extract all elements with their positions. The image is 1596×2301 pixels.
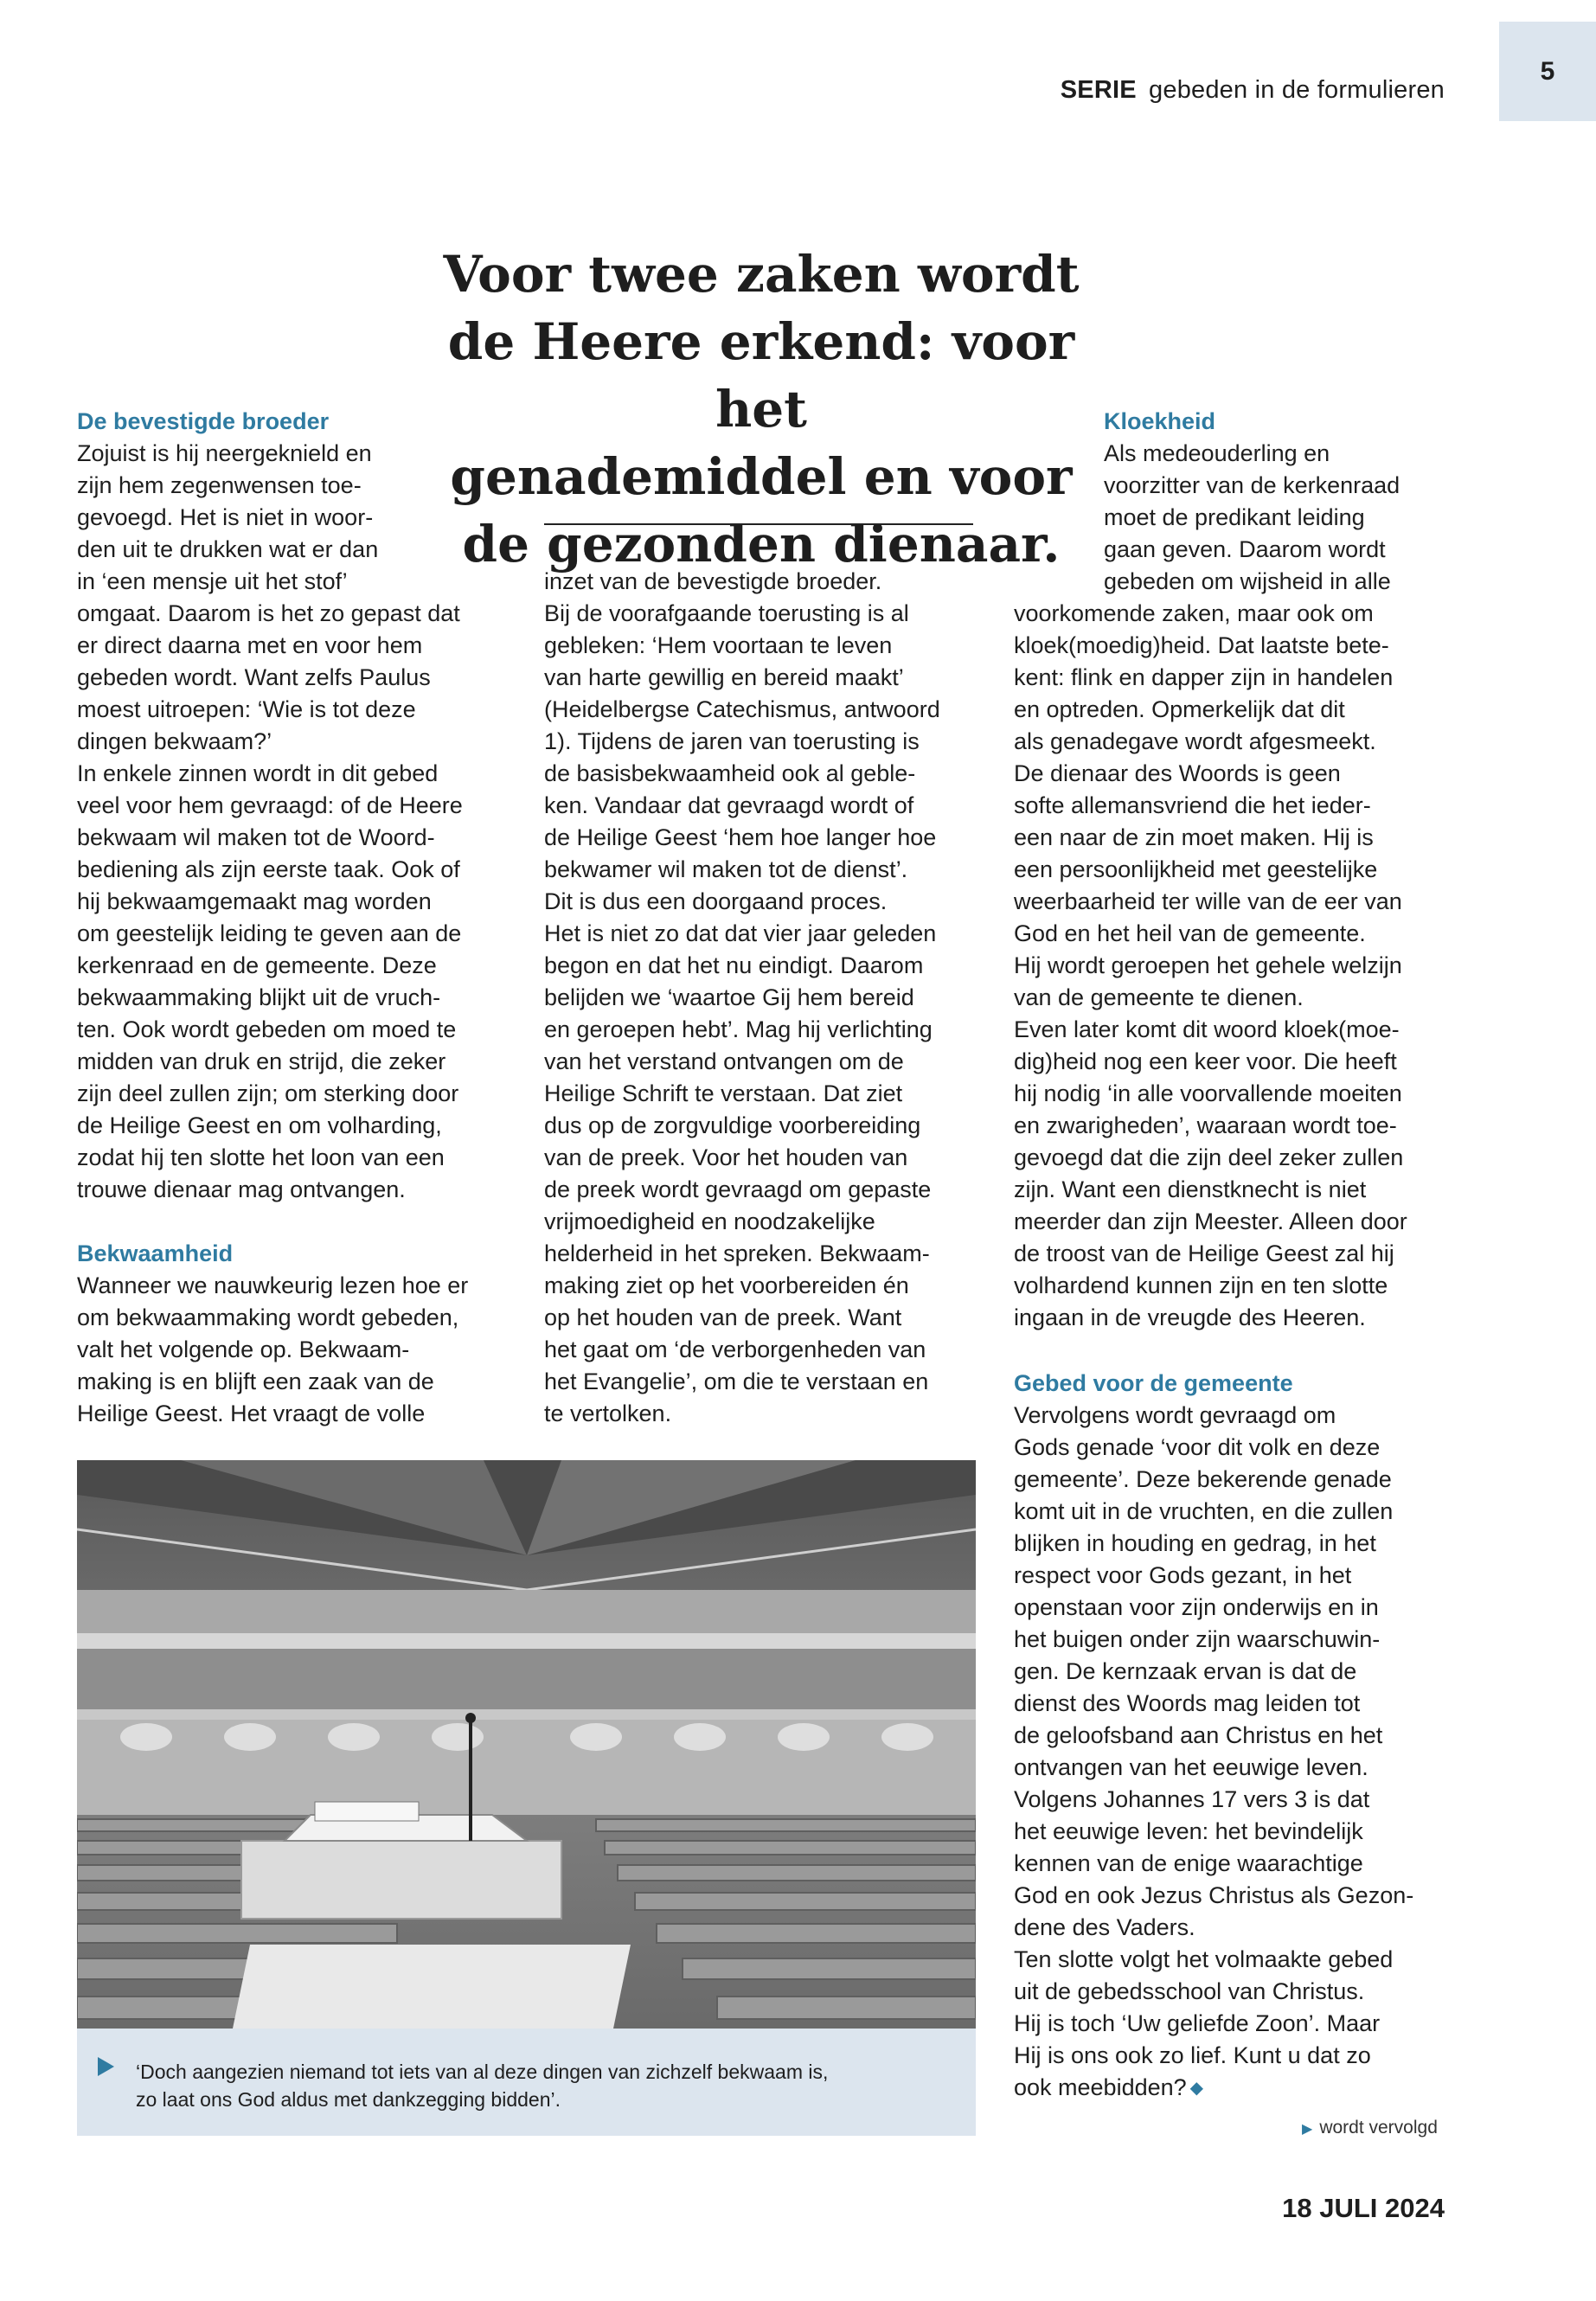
text-line: blijken in houding en gedrag, in het xyxy=(1014,1530,1376,1556)
text-line: Even later komt dit woord kloek(moe- xyxy=(1014,1016,1400,1042)
pull-quote-line: de Heere erkend: voor het xyxy=(447,312,1075,439)
church-interior-photo xyxy=(77,1460,976,2029)
text-line: God en het heil van de gemeente. xyxy=(1014,920,1366,946)
text-line: ingaan in de vreugde des Heeren. xyxy=(1014,1304,1366,1330)
pull-quote xyxy=(415,240,1107,578)
text-line: openstaan voor zijn onderwijs en in xyxy=(1014,1594,1379,1620)
column-1 xyxy=(77,406,501,1430)
section-heading-kloekheid: Kloekheid xyxy=(1104,408,1216,434)
text-line: het eeuwige leven: het bevindelijk xyxy=(1014,1818,1363,1844)
text-line: zijn. Want een dienstknecht is niet xyxy=(1014,1176,1367,1202)
text-line: hij bekwaamgemaakt mag worden xyxy=(77,888,432,914)
end-diamond-icon: ◆ xyxy=(1189,2079,1204,2098)
column-3-final-text: ook meebidden? xyxy=(1014,2074,1187,2100)
text-line: de preek wordt gevraagd om gepaste xyxy=(544,1176,932,1202)
column-1-body xyxy=(77,598,501,1206)
text-line: veel voor hem gevraagd: of de Heere xyxy=(77,792,463,818)
text-line: (Heidelbergse Catechismus, antwoord xyxy=(544,696,940,722)
column-2 xyxy=(544,566,977,1430)
text-line: voorkomende zaken, maar ook om xyxy=(1014,600,1374,626)
text-line: Dit is dus een doorgaand proces. xyxy=(544,888,888,914)
text-line: Heilige Geest. Het vraagt de volle xyxy=(77,1400,426,1426)
text-line: ken. Vandaar dat gevraagd wordt of xyxy=(544,792,914,818)
text-line: In enkele zinnen wordt in dit gebed xyxy=(77,760,439,786)
text-line: Wanneer we nauwkeurig lezen hoe er xyxy=(77,1272,469,1298)
text-line: in ‘een mensje uit het stof’ xyxy=(77,568,348,594)
column-3-gebed xyxy=(1014,1368,1446,2105)
text-line: Bij de voorafgaande toerusting is al xyxy=(544,600,909,626)
text-line: bekwaammaking blijkt uit de vruch- xyxy=(77,984,441,1010)
column-3-body-2 xyxy=(1014,1400,1446,2040)
text-line: midden van druk en strijd, die zeker xyxy=(77,1048,446,1074)
pull-quote-rule xyxy=(544,523,973,525)
column-3-last-line: Hij is ons ook zo lief. Kunt u dat zo xyxy=(1014,2042,1371,2068)
continued-label: wordt vervolgd xyxy=(1319,2118,1438,2138)
text-line: volhardend kunnen zijn en ten slotte xyxy=(1014,1272,1388,1298)
text-line: te vertolken. xyxy=(544,1400,672,1426)
text-line: inzet van de bevestigde broeder. xyxy=(544,568,882,594)
text-line: making ziet op het voorbereiden én xyxy=(544,1272,909,1298)
text-line: de Heilige Geest en om volharding, xyxy=(77,1112,442,1138)
text-line: bediening als zijn eerste taak. Ook of xyxy=(77,856,460,882)
text-line: Hij is toch ‘Uw geliefde Zoon’. Maar xyxy=(1014,2010,1381,2036)
text-line: en optreden. Opmerkelijk dat dit xyxy=(1014,696,1345,722)
text-line: als genadegave wordt afgesmeekt. xyxy=(1014,728,1376,754)
text-line: bekwaam wil maken tot de Woord- xyxy=(77,824,435,850)
text-line: Hij wordt geroepen het gehele welzijn xyxy=(1014,952,1402,978)
text-line: de troost van de Heilige Geest zal hij xyxy=(1014,1240,1394,1266)
text-line: bekwamer wil maken tot de dienst’. xyxy=(544,856,908,882)
text-line: van de preek. Voor het houden van xyxy=(544,1144,908,1170)
text-line: 1). Tijdens de jaren van toerusting is xyxy=(544,728,920,754)
text-line: het gaat om ‘de verborgenheden van xyxy=(544,1336,926,1362)
text-line: van het verstand ontvangen om de xyxy=(544,1048,904,1074)
text-line: Heilige Schrift te verstaan. Dat ziet xyxy=(544,1080,903,1106)
text-line: er direct daarna met en voor hem xyxy=(77,632,423,658)
text-line: van de gemeente te dienen. xyxy=(1014,984,1304,1010)
series-label: SERIE xyxy=(1060,76,1137,104)
text-line: gevoegd. Het is niet in woor- xyxy=(77,504,374,530)
text-line: zijn hem zegenwensen toe- xyxy=(77,472,362,498)
text-line: en zwarigheden’, waaraan wordt toe- xyxy=(1014,1112,1397,1138)
church-interior-illustration xyxy=(77,1460,976,2029)
caption-line: ‘Doch aangezien niemand tot iets van al deze dingen van zichzelf bekwaam is, xyxy=(136,2061,829,2083)
text-line: den uit te drukken wat er dan xyxy=(77,536,379,562)
text-line: gemeente’. Deze bekerende genade xyxy=(1014,1466,1392,1492)
text-line: een naar de zin moet maken. Hij is xyxy=(1014,824,1374,850)
text-line: valt het volgende op. Bekwaam- xyxy=(77,1336,410,1362)
text-line: God en ook Jezus Christus als Gezon- xyxy=(1014,1882,1414,1908)
column-2-body xyxy=(544,566,977,1430)
text-line: zodat hij ten slotte het loon van een xyxy=(77,1144,445,1170)
text-line: om geestelijk leiding te geven aan de xyxy=(77,920,462,946)
text-line: het buigen onder zijn waarschuwin- xyxy=(1014,1626,1381,1652)
column-3-final-line xyxy=(1014,2072,1446,2105)
text-line: het Evangelie’, om die te verstaan en xyxy=(544,1368,929,1394)
text-line: dig)heid nog een keer voor. Die heeft xyxy=(1014,1048,1397,1074)
text-line: van harte gewillig en bereid maakt’ xyxy=(544,664,904,690)
text-line: komt uit in de vruchten, en die zullen xyxy=(1014,1498,1394,1524)
column-3 xyxy=(1014,406,1446,1334)
photo-caption xyxy=(77,2029,976,2136)
continued-arrow-icon: ▶ xyxy=(1302,2122,1313,2137)
text-line: gaan geven. Daarom wordt xyxy=(1104,536,1386,562)
text-line: moest uitroepen: ‘Wie is tot deze xyxy=(77,696,416,722)
text-line: kennen van de enige waarachtige xyxy=(1014,1850,1363,1876)
text-line: kent: flink en dapper zijn in handelen xyxy=(1014,664,1394,690)
text-line: de basisbekwaamheid ook al geble- xyxy=(544,760,916,786)
text-line: moet de predikant leiding xyxy=(1104,504,1365,530)
text-line: Volgens Johannes 17 vers 3 is dat xyxy=(1014,1786,1370,1812)
section-heading-gebed-voor-de-gemeente: Gebed voor de gemeente xyxy=(1014,1370,1293,1396)
text-line: gebeden om wijsheid in alle xyxy=(1104,568,1391,594)
text-line: making is en blijft een zaak van de xyxy=(77,1368,434,1394)
section-heading-bevestigde-broeder: De bevestigde broeder xyxy=(77,408,330,434)
text-line: begon en dat het nu eindigt. Daarom xyxy=(544,952,924,978)
text-line: hij nodig ‘in alle voorvallende moeiten xyxy=(1014,1080,1402,1106)
text-line: Gods genade ‘voor dit volk en deze xyxy=(1014,1434,1381,1460)
issue-date: 18 JULI 2024 xyxy=(1282,2193,1445,2223)
text-line: Als medeouderling en xyxy=(1104,440,1330,466)
text-line: Zojuist is hij neergeknield en xyxy=(77,440,372,466)
text-line: De dienaar des Woords is geen xyxy=(1014,760,1341,786)
text-line: voorzitter van de kerkenraad xyxy=(1104,472,1401,498)
text-line: de geloofsband aan Christus en het xyxy=(1014,1722,1383,1748)
text-line: Ten slotte volgt het volmaakte gebed xyxy=(1014,1946,1394,1972)
text-line: helderheid in het spreken. Bekwaam- xyxy=(544,1240,930,1266)
series-title: gebeden in de formulieren xyxy=(1149,76,1445,104)
text-line: softe allemansvriend die het ieder- xyxy=(1014,792,1371,818)
text-line: dene des Vaders. xyxy=(1014,1914,1195,1940)
text-line: dus op de zorgvuldige voorbereiding xyxy=(544,1112,921,1138)
text-line: meerder dan zijn Meester. Alleen door xyxy=(1014,1208,1407,1234)
text-line: gebleken: ‘Hem voortaan te leven xyxy=(544,632,893,658)
text-line: zijn deel zullen zijn; om sterking door xyxy=(77,1080,459,1106)
pull-quote-line: genademiddel en voor xyxy=(450,447,1073,506)
text-line: kloek(moedig)heid. Dat laatste bete- xyxy=(1014,632,1389,658)
text-line: omgaat. Daarom is het zo gepast dat xyxy=(77,600,460,626)
text-line: ten. Ook wordt gebeden om moed te xyxy=(77,1016,457,1042)
text-line: ontvangen van het eeuwige leven. xyxy=(1014,1754,1368,1780)
column-1-intro xyxy=(77,438,501,598)
text-line: de Heilige Geest ‘hem hoe langer hoe xyxy=(544,824,937,850)
page-number-tab xyxy=(1499,22,1596,121)
section-heading-bekwaamheid: Bekwaamheid xyxy=(77,1240,234,1266)
text-line: Het is niet zo dat dat vier jaar geleden xyxy=(544,920,937,946)
text-line: vrijmoedigheid en noodzakelijke xyxy=(544,1208,875,1234)
column-1-body-2 xyxy=(77,1270,501,1430)
running-header xyxy=(1061,76,1445,105)
page-number: 5 xyxy=(1540,56,1555,86)
text-line: respect voor Gods gezant, in het xyxy=(1014,1562,1352,1588)
column-3-intro xyxy=(1014,438,1446,598)
text-line: Vervolgens wordt gevraagd om xyxy=(1014,1402,1336,1428)
text-line: gebeden wordt. Want zelfs Paulus xyxy=(77,664,431,690)
text-line: dingen bekwaam?’ xyxy=(77,728,272,754)
text-line: op het houden van de preek. Want xyxy=(544,1304,902,1330)
caption-arrow-icon xyxy=(98,2057,114,2076)
pull-quote-line: de gezonden dienaar. xyxy=(462,515,1061,574)
text-line: gevoegd dat die zijn deel zeker zullen xyxy=(1014,1144,1404,1170)
caption-line: zo laat ons God aldus met dankzegging bidden’. xyxy=(136,2088,561,2111)
text-line: dienst des Woords mag leiden tot xyxy=(1014,1690,1361,1716)
text-line: om bekwaammaking wordt gebeden, xyxy=(77,1304,459,1330)
text-line: en geroepen hebt’. Mag hij verlichting xyxy=(544,1016,933,1042)
text-line: weerbaarheid ter wille van de eer van xyxy=(1014,888,1402,914)
column-3-body xyxy=(1014,598,1446,1334)
text-line: belijden we ‘waartoe Gij hem bereid xyxy=(544,984,914,1010)
text-line: uit de gebedsschool van Christus. xyxy=(1014,1978,1365,2004)
text-line: gen. De kernzaak ervan is dat de xyxy=(1014,1658,1357,1684)
pull-quote-line: Voor twee zaken wordt xyxy=(443,245,1080,304)
text-line: trouwe dienaar mag ontvangen. xyxy=(77,1176,406,1202)
text-line: een persoonlijkheid met geestelijke xyxy=(1014,856,1378,882)
text-line: kerkenraad en de gemeente. Deze xyxy=(77,952,437,978)
continued-note xyxy=(1302,2118,1438,2138)
